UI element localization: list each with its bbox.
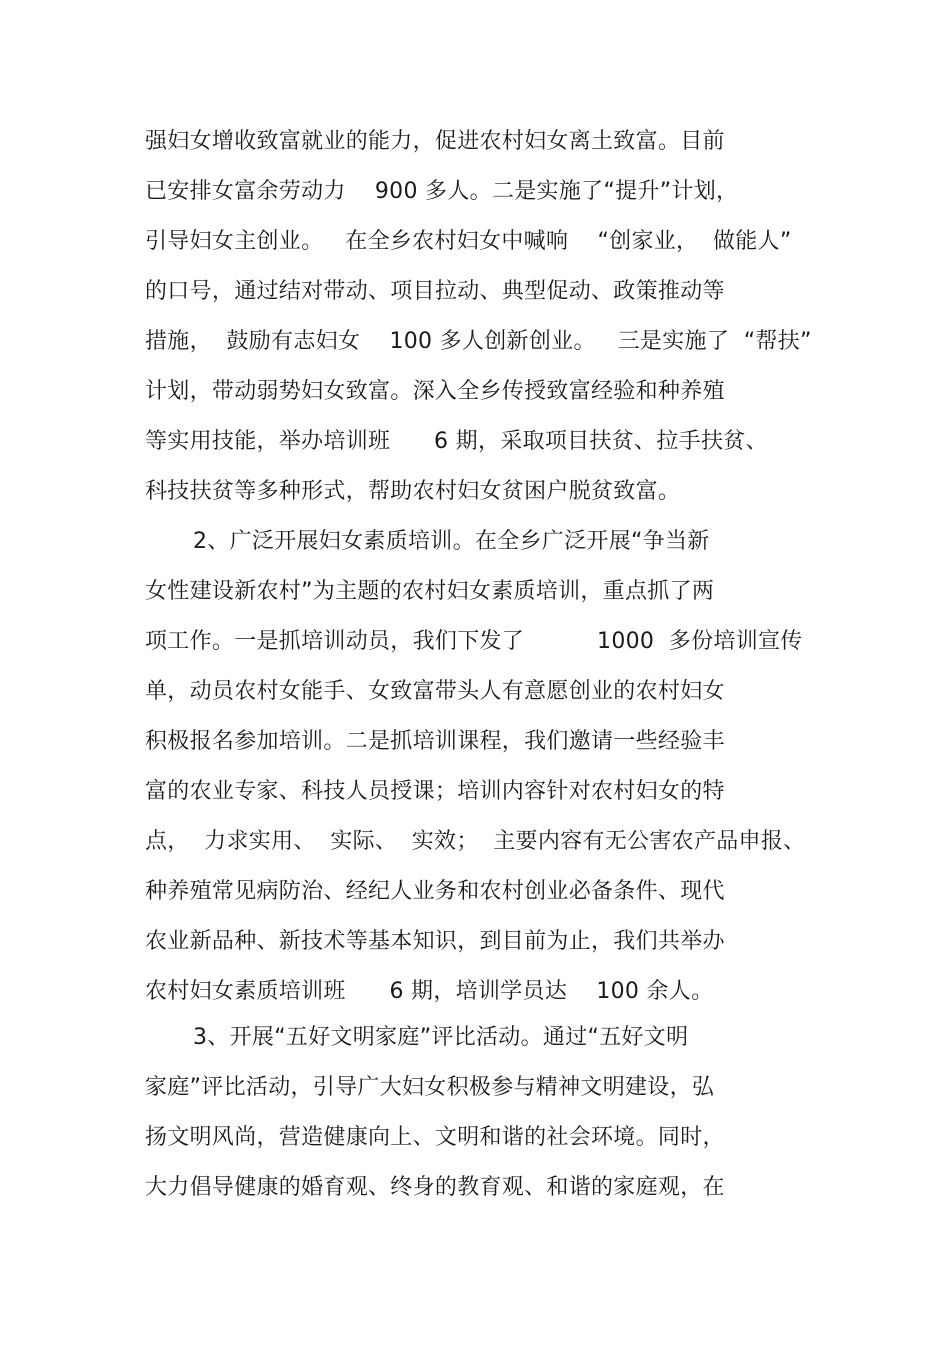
text-line: 家庭”评比活动，引导广大妇女积极参与精神文明建设，弘: [145, 1075, 715, 1100]
text-line: 科技扶贫等多种形式，帮助农村妇女贫困户脱贫致富。: [145, 479, 681, 504]
text-line: 强妇女增收致富就业的能力，促进农村妇女离土致富。目前: [145, 129, 725, 154]
text-line: 富的农业专家、科技人员授课；培训内容针对农村妇女的特: [145, 779, 725, 804]
text-line: 已安排女富余劳动力 900 多人。二是实施了“提升”计划，: [145, 179, 739, 204]
text-line: 的口号，通过结对带动、项目拉动、典型促动、政策推动等: [145, 279, 725, 304]
paragraph-start-line: 3、开展“五好文明家庭”评比活动。通过“五好文明: [193, 1025, 689, 1050]
text-line: 农村妇女素质培训班 6 期，培训学员达 100 余人。: [145, 979, 714, 1004]
text-line: 女性建设新农村”为主题的农村妇女素质培训，重点抓了两: [145, 579, 715, 604]
text-line: 扬文明风尚，营造健康向上、文明和谐的社会环境。同时，: [145, 1125, 725, 1150]
text-line: 项工作。一是抓培训动员，我们下发了 1000 多份培训宣传: [145, 629, 803, 654]
text-line: 措施， 鼓励有志妇女 100 多人创新创业。 三是实施了 “帮扶”: [145, 329, 812, 354]
text-line: 单，动员农村女能手、女致富带头人有意愿创业的农村妇女: [145, 679, 725, 704]
text-line: 积极报名参加培训。二是抓培训课程，我们邀请一些经验丰: [145, 729, 725, 754]
text-line: 种养殖常见病防治、经纪人业务和农村创业必备条件、现代: [145, 879, 725, 904]
text-line: 农业新品种、新技术等基本知识，到目前为止，我们共举办: [145, 929, 725, 954]
text-line: 等实用技能，举办培训班 6 期，采取项目扶贫、拉手扶贫、: [145, 429, 768, 454]
text-line: 计划，带动弱势妇女致富。深入全乡传授致富经验和种养殖: [145, 379, 725, 404]
text-line: 点， 力求实用、 实际、 实效； 主要内容有无公害农产品申报、: [145, 829, 806, 854]
text-line: 引导妇女主创业。 在全乡农村妇女中喊响 “创家业， 做能人”: [145, 229, 792, 254]
text-line: 大力倡导健康的婚育观、终身的教育观、和谐的家庭观，在: [145, 1175, 725, 1200]
paragraph-start-line: 2、广泛开展妇女素质培训。在全乡广泛开展“争当新: [193, 529, 710, 554]
